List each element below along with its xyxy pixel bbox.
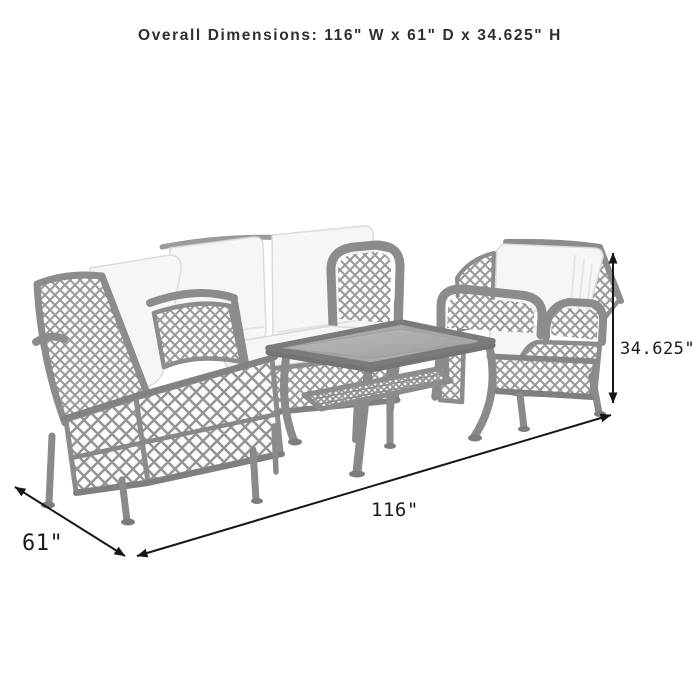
overall-dimensions-title: Overall Dimensions: 116" W x 61" D x 34.625" H [138, 27, 562, 44]
armchair-leg [253, 450, 256, 500]
leg-foot [251, 498, 263, 504]
height-dimension-label: 34.625" [620, 339, 696, 359]
leg-foot [518, 426, 530, 432]
leg-foot [349, 471, 365, 478]
loveseat-arm-lattice [338, 252, 391, 323]
depth-dimension-label: 61" [22, 531, 64, 556]
leg-foot [468, 435, 482, 442]
width-dimension-label: 116" [371, 499, 419, 521]
leg-foot [121, 519, 135, 526]
leg-foot [288, 439, 302, 446]
armchair-leg [122, 480, 127, 521]
armchair-leg [49, 436, 52, 503]
table-leg-curved-right [474, 345, 493, 437]
leg-foot [384, 443, 396, 449]
chair-right-arm-lattice [551, 308, 598, 340]
armchair-far-arm-lattice [154, 304, 242, 367]
armchair-leg [274, 426, 276, 472]
chair-leg [520, 395, 524, 428]
